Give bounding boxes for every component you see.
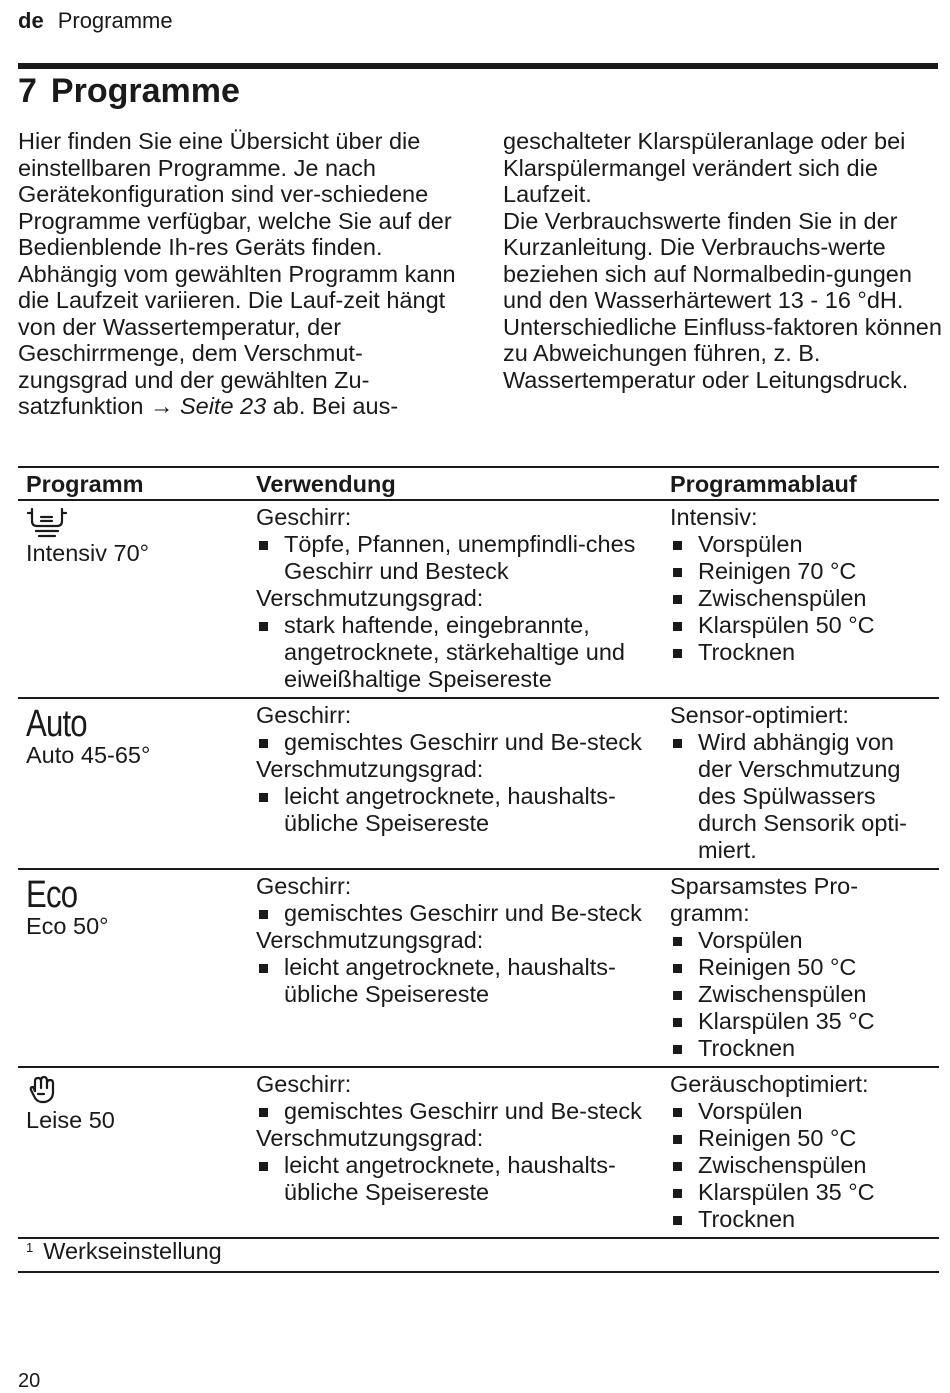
page-reference-link[interactable]: Seite 23 <box>179 393 267 419</box>
list-item: gemischtes Geschirr und Be-steck <box>256 900 654 927</box>
footnote <box>18 1238 939 1265</box>
list-item: Trocknen <box>670 1206 931 1233</box>
flow-cell <box>662 869 939 1067</box>
list-item: Vorspülen <box>670 927 931 954</box>
chapter-number: 7 <box>18 72 37 110</box>
usage-label: Verschmutzungsgrad: <box>256 927 484 953</box>
program-cell <box>18 698 248 869</box>
flow-steps-list <box>670 729 931 864</box>
intro-paragraph: Die Verbrauchswerte finden Sie in der Kurzanleitung. Die Verbrauchs-werte beziehen sich auf Normalbedin-gungen und den Wasserhärtewert 13 - 16 °dH. Unterschiedliche Einfluss-faktoren können zu Abweichungen führen, z. B. Wassertemperatur oder Leitungsdruck. <box>503 207 942 393</box>
soiling-list <box>256 783 654 837</box>
list-item: gemischtes Geschirr und Be-steck <box>256 1098 654 1125</box>
list-item: Töpfe, Pfannen, unempfindli-ches Geschirr und Besteck <box>256 531 654 585</box>
soiling-list <box>256 1152 654 1206</box>
column-header-usage: Verwendung <box>248 467 662 500</box>
list-item: Klarspülen 35 °C <box>670 1179 931 1206</box>
footnote-mark: 1 <box>26 1240 34 1255</box>
list-item: Wird abhängig von der Verschmutzung des Spülwassers durch Sensorik opti-miert. <box>670 729 931 864</box>
list-item: Klarspülen 35 °C <box>670 1008 931 1035</box>
list-item: Zwischenspülen <box>670 981 931 1008</box>
table-header-row <box>18 467 939 500</box>
footnote-rule <box>18 1271 939 1273</box>
usage-label: Geschirr: <box>256 702 352 728</box>
list-item: stark haftende, eingebrannte, angetrocknete, stärkehaltige und eiweißhaltige Speisereste <box>256 612 654 693</box>
list-item: Reinigen 70 °C <box>670 558 931 585</box>
program-table <box>18 466 939 1239</box>
program-name: Leise 50 <box>26 1107 115 1133</box>
intro-paragraph: Hier finden Sie eine Übersicht über die einstellbaren Programme. Je nach Gerätekonfiguration sind ver-schiedene Programme verfügbar, welche Sie auf der Bedienblende Ih-res Geräts finden. <box>18 128 452 260</box>
list-item: Reinigen 50 °C <box>670 954 931 981</box>
list-item: Klarspülen 50 °C <box>670 612 931 639</box>
flow-cell <box>662 1067 939 1238</box>
chapter-title-text: Programme <box>50 72 240 110</box>
silence-hand-icon <box>26 1073 240 1107</box>
list-item: Vorspülen <box>670 531 931 558</box>
page-number: 20 <box>18 1370 41 1392</box>
list-item: Zwischenspülen <box>670 1152 931 1179</box>
usage-label: Geschirr: <box>256 873 352 899</box>
intro-column-right <box>503 128 943 393</box>
header-rule <box>18 63 938 69</box>
intro-paragraph <box>18 261 458 420</box>
table-body <box>18 500 939 1238</box>
intro-column-left <box>18 128 458 420</box>
list-item: Vorspülen <box>670 1098 931 1125</box>
intro-text: Abhängig vom gewählten Programm kann die Laufzeit variieren. Die Lauf-zeit hängt von der Wassertemperatur, der Geschirrmenge, dem Verschmut-zungsgrad und der gewählten Zu-satzfunktion → <box>18 260 456 419</box>
program-name: Intensiv 70° <box>26 540 150 566</box>
usage-label: Verschmutzungsgrad: <box>256 1125 484 1151</box>
table-row <box>18 500 939 698</box>
dishes-list <box>256 900 654 927</box>
dishes-list <box>256 531 654 585</box>
running-header <box>18 8 173 34</box>
flow-label: Sparsamstes Pro-gramm: <box>670 873 859 926</box>
usage-cell <box>248 869 662 1067</box>
list-item: Trocknen <box>670 639 931 666</box>
flow-cell <box>662 500 939 698</box>
flow-label: Intensiv: <box>670 504 758 530</box>
table-row <box>18 869 939 1067</box>
column-header-flow: Programmablauf <box>662 467 939 500</box>
column-header-program: Programm <box>18 467 248 500</box>
usage-label: Verschmutzungsgrad: <box>256 585 484 611</box>
usage-label: Geschirr: <box>256 504 352 530</box>
list-item: gemischtes Geschirr und Be-steck <box>256 729 654 756</box>
list-item: Zwischenspülen <box>670 585 931 612</box>
list-item: Reinigen 50 °C <box>670 1125 931 1152</box>
header-section: Programme <box>57 8 173 33</box>
intro-paragraph: geschalteter Klarspüleranlage oder bei Klarspülermangel verändert sich die Laufzeit. <box>503 128 906 207</box>
usage-label: Geschirr: <box>256 1071 352 1097</box>
flow-label: Geräuschoptimiert: <box>670 1071 869 1097</box>
program-name: Auto 45-65° <box>26 742 151 768</box>
program-cell <box>18 1067 248 1238</box>
flow-steps-list <box>670 1098 931 1233</box>
flow-steps-list <box>670 927 931 1062</box>
list-item: Trocknen <box>670 1035 931 1062</box>
footnote-text: Werkseinstellung <box>43 1238 222 1264</box>
table-row <box>18 1067 939 1238</box>
eco-text-icon: Eco <box>26 874 78 916</box>
table-row <box>18 698 939 869</box>
auto-text-icon: Auto <box>26 703 87 745</box>
pot-intensive-icon <box>26 506 240 540</box>
soiling-list <box>256 612 654 693</box>
program-cell <box>18 500 248 698</box>
list-item: leicht angetrocknete, haushalts-übliche Speisereste <box>256 783 654 837</box>
soiling-list <box>256 954 654 1008</box>
flow-cell <box>662 698 939 869</box>
list-item: leicht angetrocknete, haushalts-übliche Speisereste <box>256 1152 654 1206</box>
dishes-list <box>256 1098 654 1125</box>
dishes-list <box>256 729 654 756</box>
flow-steps-list <box>670 531 931 666</box>
program-cell <box>18 869 248 1067</box>
program-name: Eco 50° <box>26 913 109 939</box>
intro-text: ab. Bei aus- <box>272 393 399 419</box>
usage-cell <box>248 698 662 869</box>
list-item: leicht angetrocknete, haushalts-übliche Speisereste <box>256 954 654 1008</box>
usage-cell <box>248 1067 662 1238</box>
chapter-title <box>18 72 240 111</box>
header-language: de <box>18 8 44 33</box>
usage-cell <box>248 500 662 698</box>
usage-label: Verschmutzungsgrad: <box>256 756 484 782</box>
flow-label: Sensor-optimiert: <box>670 702 849 728</box>
